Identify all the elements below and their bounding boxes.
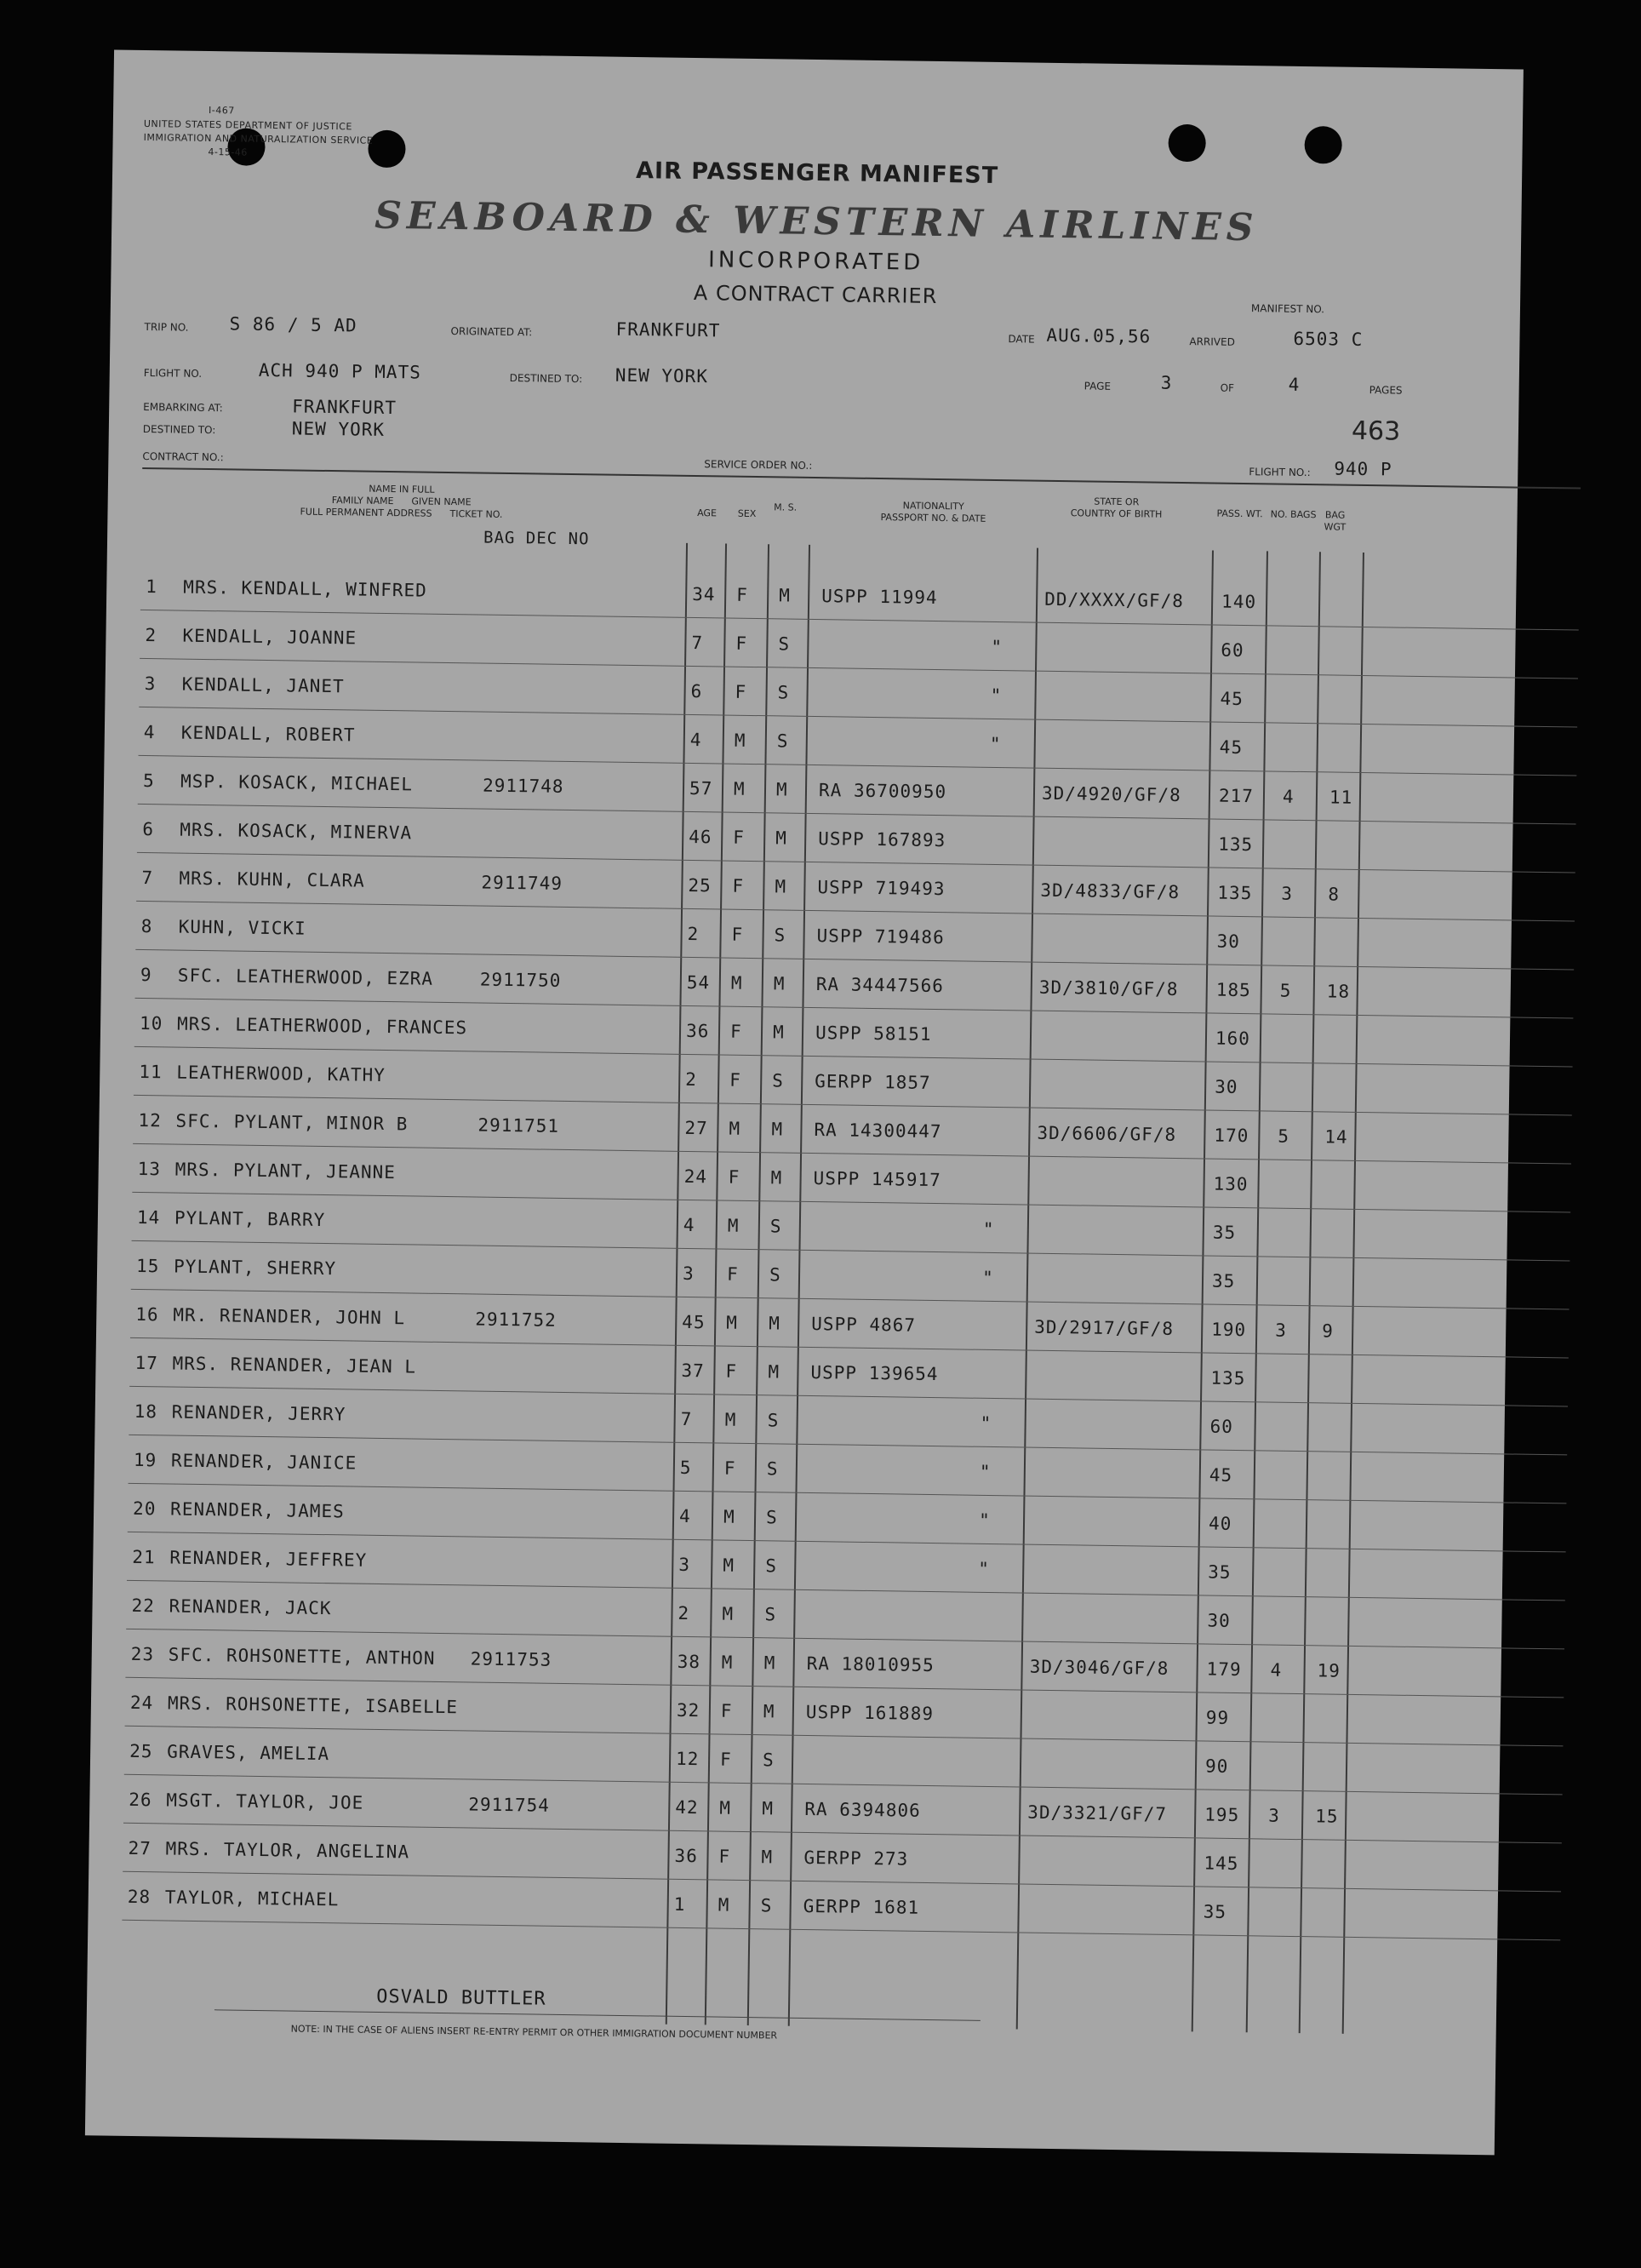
sex-cell: F	[728, 1166, 740, 1188]
passenger-name: MRS. KUHN, CLARA	[179, 868, 365, 891]
row-number: 8	[140, 915, 153, 937]
sex-cell: F	[719, 1749, 732, 1770]
age-cell: 36	[685, 1020, 710, 1042]
sex-cell: F	[732, 875, 745, 896]
passport-cell: USPP 11994	[821, 586, 938, 609]
flight-no2-label: FLIGHT NO.:	[1249, 466, 1311, 479]
birth-cell: 3D/3321/GF/7	[1027, 1801, 1168, 1824]
row-number: 22	[131, 1595, 156, 1617]
destined-to-value: NEW YORK	[615, 364, 709, 387]
pass-weight-cell: 35	[1211, 1270, 1236, 1292]
row-number: 2	[145, 625, 157, 646]
birth-cell: 3D/2917/GF/8	[1034, 1316, 1175, 1339]
sex-cell: M	[718, 1894, 730, 1916]
sex-cell: M	[719, 1797, 732, 1818]
pass-weight-cell: 135	[1210, 1367, 1246, 1389]
ticket-number: 2911754	[468, 1794, 551, 1816]
age-cell: 4	[689, 729, 702, 751]
marital-status-cell: M	[772, 1022, 785, 1043]
passenger-name: RENANDER, JANICE	[170, 1450, 357, 1474]
service-order-label: SERVICE ORDER NO.:	[704, 458, 813, 472]
passport-cell: USPP 139654	[810, 1362, 939, 1385]
pass-weight-cell: 99	[1205, 1707, 1230, 1728]
pass-weight-cell: 160	[1215, 1028, 1251, 1050]
marital-status-cell: M	[779, 585, 792, 606]
bag-weight-cell: 14	[1324, 1126, 1348, 1148]
embarking-at-label: EMBARKING AT:	[143, 400, 223, 415]
passenger-name: MSP. KOSACK, MICHAEL	[180, 770, 414, 795]
bags-cell: 3	[1281, 883, 1294, 904]
marital-status-cell: M	[773, 973, 786, 994]
row-number: 25	[129, 1740, 153, 1762]
marital-status-cell: S	[772, 1070, 785, 1091]
sex-cell: F	[726, 1263, 739, 1285]
marital-status-cell: S	[760, 1895, 773, 1916]
pass-weight-cell: 45	[1209, 1464, 1233, 1486]
marital-status-cell: S	[774, 925, 786, 946]
pass-weight-cell: 90	[1204, 1755, 1229, 1777]
passport-cell: "	[982, 1218, 995, 1240]
marital-status-cell: S	[765, 1555, 778, 1577]
marital-status-cell: M	[769, 1313, 781, 1334]
pass-weight-cell: 170	[1214, 1125, 1249, 1147]
form-number: I-467	[209, 104, 235, 117]
row-number: 10	[139, 1012, 163, 1034]
marital-status-cell: M	[763, 1701, 775, 1722]
passport-cell: "	[978, 1558, 991, 1579]
pass-weight-cell: 35	[1212, 1222, 1237, 1243]
sex-cell: F	[729, 1021, 742, 1042]
ticket-number: 2911749	[481, 872, 563, 894]
col-age-header: AGE	[697, 507, 718, 519]
trip-no-label: TRIP NO.	[144, 320, 189, 334]
age-cell: 42	[675, 1796, 699, 1818]
col-ms-header: M. S.	[774, 501, 798, 513]
sex-cell: M	[726, 1312, 739, 1333]
arrived-value: 6503 C	[1293, 328, 1364, 350]
row-number: 6	[142, 818, 155, 840]
col-bags-header: NO. BAGS	[1270, 508, 1317, 521]
bags-cell: 3	[1268, 1805, 1281, 1826]
bags-cell: 5	[1278, 1125, 1290, 1147]
passenger-name: RENANDER, JEFFREY	[169, 1547, 368, 1571]
document-title: AIR PASSENGER MANIFEST	[635, 158, 999, 189]
marital-status-cell: S	[776, 730, 789, 752]
passenger-name: RENANDER, JACK	[169, 1595, 332, 1619]
row-number: 23	[130, 1643, 155, 1665]
passport-cell: USPP 161889	[805, 1701, 935, 1725]
sex-cell: M	[723, 1555, 735, 1576]
age-cell: 4	[683, 1214, 695, 1236]
marital-status-cell: S	[777, 682, 790, 703]
originated-at-value: FRANKFURT	[615, 318, 721, 341]
marital-status-cell: S	[765, 1507, 778, 1528]
bag-weight-cell: 9	[1322, 1320, 1335, 1342]
department-label: UNITED STATES DEPARTMENT OF JUSTICE	[143, 117, 352, 133]
passenger-name: KUHN, VICKI	[178, 916, 306, 939]
row-number: 9	[140, 964, 152, 986]
incorporated-label: INCORPORATED	[707, 247, 924, 276]
trip-no-value: S 86 / 5 AD	[229, 313, 357, 336]
pages-label: PAGES	[1369, 384, 1403, 397]
signature: OSVALD BUTTLER	[376, 1985, 546, 2010]
col-birth-header: STATE OR COUNTRY OF BIRTH	[1070, 495, 1163, 520]
originated-at-label: ORIGINATED AT:	[450, 324, 533, 339]
bag-weight-cell: 11	[1329, 787, 1353, 808]
passport-cell: GERPP 1857	[815, 1071, 931, 1093]
pass-weight-cell: 60	[1209, 1416, 1234, 1437]
sex-cell: F	[731, 924, 744, 945]
age-cell: 3	[678, 1554, 691, 1576]
pass-weight-cell: 190	[1211, 1319, 1247, 1341]
marital-status-cell: S	[766, 1458, 779, 1480]
passport-cell: RA 18010955	[806, 1652, 935, 1676]
sex-cell: F	[733, 827, 746, 848]
passenger-name: RENANDER, JAMES	[169, 1498, 345, 1522]
pass-weight-cell: 45	[1219, 736, 1244, 759]
manifest-no-label: MANIFEST NO.	[1250, 302, 1325, 316]
marital-status-cell: S	[764, 1604, 777, 1625]
ticket-number: 2911752	[475, 1309, 557, 1331]
marital-status-cell: M	[762, 1798, 775, 1819]
birth-cell: 3D/6606/GF/8	[1037, 1122, 1177, 1145]
marital-status-cell: S	[769, 1216, 782, 1237]
passenger-name: SFC. LEATHERWOOD, EZRA	[177, 965, 434, 989]
age-cell: 38	[677, 1651, 701, 1673]
age-cell: 36	[674, 1845, 698, 1867]
passport-cell: RA 14300447	[814, 1120, 942, 1143]
birth-cell: 3D/4920/GF/8	[1041, 782, 1181, 806]
of-label: OF	[1220, 381, 1235, 394]
passport-cell: "	[990, 684, 1003, 707]
row-number: 17	[134, 1352, 159, 1374]
marital-status-cell: M	[770, 1167, 783, 1188]
marital-status-cell: S	[762, 1750, 775, 1771]
passport-cell: GERPP 273	[803, 1847, 909, 1870]
age-cell: 1	[673, 1893, 686, 1916]
passport-cell: "	[980, 1412, 992, 1434]
passenger-name: GRAVES, AMELIA	[167, 1741, 330, 1765]
row-number: 13	[137, 1158, 162, 1180]
flight-no2-value: 940 P	[1334, 458, 1392, 480]
passenger-name: PYLANT, BARRY	[174, 1207, 326, 1231]
marital-status-cell: M	[761, 1847, 774, 1868]
pass-weight-cell: 179	[1206, 1658, 1242, 1681]
col-wt-header: PASS. WT.	[1216, 507, 1263, 520]
passport-cell: RA 34447566	[815, 974, 945, 997]
service-label: IMMIGRATION AND NATURALIZATION SERVICE	[143, 131, 374, 146]
sex-cell: M	[724, 1409, 737, 1430]
sex-cell: F	[720, 1700, 733, 1721]
row-number: 7	[141, 867, 154, 889]
row-number: 20	[132, 1498, 157, 1520]
passport-cell: USPP 145917	[813, 1168, 941, 1191]
marital-status-cell: M	[763, 1652, 776, 1674]
sex-cell: F	[735, 633, 748, 654]
passenger-table	[121, 536, 1580, 2036]
punch-hole	[1168, 124, 1206, 163]
ticket-number: 2911748	[482, 775, 564, 797]
sex-cell: M	[721, 1652, 734, 1673]
row-number: 11	[139, 1061, 163, 1083]
passport-cell: "	[991, 636, 1003, 658]
passenger-name: MRS. KENDALL, WINFRED	[183, 576, 427, 601]
marital-status-cell: M	[775, 779, 788, 800]
passport-cell: USPP 58151	[815, 1022, 932, 1045]
age-cell: 6	[690, 680, 703, 702]
age-cell: 2	[685, 1068, 698, 1091]
pass-weight-cell: 30	[1207, 1610, 1231, 1631]
destined-to-label: DESTINED TO:	[509, 371, 583, 386]
bags-cell: 4	[1270, 1659, 1283, 1681]
marital-status-cell: M	[775, 876, 787, 897]
manifest-sheet	[85, 49, 1524, 2155]
passenger-name: MRS. ROHSONETTE, ISABELLE	[167, 1692, 459, 1718]
birth-cell: 3D/3046/GF/8	[1029, 1656, 1169, 1679]
pass-weight-cell: 140	[1221, 591, 1257, 613]
row-number: 5	[142, 770, 155, 792]
sex-cell: F	[735, 681, 747, 702]
destined-to2-value: NEW YORK	[291, 418, 386, 440]
bag-weight-cell: 8	[1328, 884, 1341, 905]
bags-cell: 3	[1275, 1320, 1288, 1341]
passport-cell: USPP 4867	[811, 1314, 917, 1336]
sex-cell: M	[730, 972, 743, 994]
passenger-name: MRS. PYLANT, JEANNE	[174, 1159, 397, 1183]
passport-cell: "	[989, 733, 1002, 755]
passenger-name: MRS. LEATHERWOOD, FRANCES	[176, 1013, 468, 1039]
contract-no-label: CONTRACT NO.:	[142, 450, 224, 464]
bag-weight-cell: 18	[1326, 981, 1351, 1002]
age-cell: 32	[676, 1699, 700, 1721]
row-number: 18	[134, 1400, 158, 1423]
row-number: 19	[133, 1449, 157, 1471]
age-cell: 46	[689, 826, 712, 848]
sex-cell: M	[733, 778, 746, 799]
row-number: 28	[127, 1886, 152, 1908]
passenger-name: MRS. RENANDER, JEAN L	[172, 1353, 417, 1377]
marital-status-cell: M	[771, 1119, 784, 1140]
sex-cell: F	[729, 1069, 742, 1091]
marital-status-cell: S	[778, 633, 791, 655]
age-cell: 45	[682, 1311, 706, 1333]
sex-cell: M	[729, 1118, 741, 1139]
bag-weight-cell: 19	[1317, 1660, 1341, 1681]
sex-cell: M	[727, 1215, 740, 1236]
passenger-name: LEATHERWOOD, KATHY	[176, 1062, 386, 1086]
row-number: 16	[135, 1303, 159, 1326]
row-number: 24	[129, 1692, 154, 1714]
col-bagwt-header: BAG WGT	[1324, 509, 1347, 533]
row-number: 12	[138, 1109, 162, 1131]
of-value: 4	[1288, 374, 1301, 395]
punch-hole	[1304, 126, 1342, 164]
pass-weight-cell: 35	[1208, 1561, 1232, 1583]
passport-cell: USPP 167893	[818, 828, 946, 851]
pass-weight-cell: 195	[1204, 1804, 1240, 1826]
pass-weight-cell: 185	[1215, 979, 1251, 1001]
row-number: 15	[135, 1255, 160, 1277]
bags-cell: 5	[1279, 980, 1292, 1001]
birth-cell: 3D/3810/GF/8	[1038, 976, 1179, 1000]
birth-cell: 3D/4833/GF/8	[1040, 879, 1181, 903]
passenger-name: MRS. KOSACK, MINERVA	[180, 819, 413, 844]
pass-weight-cell: 35	[1203, 1901, 1227, 1922]
passenger-name: PYLANT, SHERRY	[173, 1256, 337, 1280]
pass-weight-cell: 135	[1218, 833, 1254, 856]
passenger-name: KENDALL, JOANNE	[182, 625, 357, 649]
age-cell: 27	[684, 1117, 708, 1139]
passport-cell: USPP 719493	[817, 877, 946, 900]
sex-cell: M	[722, 1603, 735, 1624]
manifest-stamp-number: 463	[1351, 415, 1401, 447]
pass-weight-cell: 45	[1220, 688, 1244, 710]
sex-cell: F	[725, 1360, 738, 1382]
bags-cell: 4	[1282, 786, 1295, 807]
date-value: AUG.05,56	[1046, 324, 1152, 347]
passport-cell: "	[979, 1461, 992, 1482]
page-value: 3	[1160, 372, 1173, 393]
sex-cell: M	[734, 730, 746, 751]
passenger-name: TAYLOR, MICHAEL	[164, 1887, 340, 1910]
form-date: 4-15-46	[208, 146, 248, 158]
carrier-type: A CONTRACT CARRIER	[693, 280, 938, 308]
age-cell: 24	[683, 1166, 708, 1188]
destined-to2-label: DESTINED TO:	[142, 422, 216, 437]
embarking-at-value: FRANKFURT	[292, 396, 397, 419]
passenger-name: MR. RENANDER, JOHN L	[173, 1304, 406, 1329]
age-cell: 3	[682, 1263, 695, 1285]
passenger-name: KENDALL, JANET	[181, 673, 345, 697]
age-cell: 54	[686, 971, 711, 994]
age-cell: 57	[689, 777, 713, 799]
age-cell: 25	[688, 874, 712, 896]
arrived-label: ARRIVED	[1189, 335, 1235, 348]
age-cell: 37	[681, 1360, 705, 1382]
col-name-header: NAME IN FULL FAMILY NAME GIVEN NAME FULL PERMANENT ADDRESS TICKET NO.	[300, 483, 503, 520]
passport-cell: USPP 719486	[816, 925, 945, 948]
sex-cell: F	[736, 584, 749, 605]
row-number: 14	[136, 1206, 161, 1228]
pass-weight-cell: 130	[1213, 1173, 1249, 1195]
passport-cell: "	[978, 1509, 991, 1531]
bag-dec-header: BAG DEC NO	[483, 528, 590, 549]
row-number: 21	[132, 1546, 156, 1568]
age-cell: 34	[692, 583, 716, 605]
passenger-name: MSGT. TAYLOR, JOE	[166, 1790, 364, 1813]
sex-cell: F	[718, 1846, 731, 1867]
age-cell: 7	[691, 632, 704, 654]
marital-status-cell: M	[768, 1361, 780, 1383]
pass-weight-cell: 217	[1218, 785, 1255, 807]
row-number: 26	[129, 1789, 152, 1811]
row-number: 4	[143, 722, 156, 743]
passport-cell: GERPP 1681	[803, 1895, 920, 1918]
footnote: NOTE: IN THE CASE OF ALIENS INSERT RE-ENTRY PERMIT OR OTHER IMMIGRATION DOCUMENT NUMBER	[290, 2023, 778, 2042]
marital-status-cell: S	[767, 1410, 780, 1431]
passenger-name: KENDALL, ROBERT	[180, 722, 356, 746]
age-cell: 12	[675, 1748, 700, 1770]
marital-status-cell: M	[775, 828, 788, 849]
sex-cell: M	[723, 1506, 735, 1527]
age-cell: 7	[680, 1408, 693, 1430]
age-cell: 2	[687, 923, 700, 945]
ticket-number: 2911751	[477, 1114, 560, 1137]
pass-weight-cell: 145	[1204, 1853, 1239, 1875]
flight-no-value: ACH 940 P MATS	[258, 359, 422, 383]
passport-cell: "	[981, 1267, 994, 1289]
row-number: 27	[128, 1837, 152, 1859]
airline-name: SEABOARD & WESTERN AIRLINES	[374, 193, 1259, 250]
age-cell: 4	[678, 1505, 691, 1527]
row-number: 1	[146, 576, 158, 598]
sex-cell: F	[723, 1458, 736, 1479]
marital-status-cell: S	[769, 1264, 781, 1286]
passenger-name: SFC. PYLANT, MINOR B	[175, 1110, 409, 1135]
pass-weight-cell: 60	[1221, 639, 1244, 662]
col-sex-header: SEX	[737, 507, 757, 520]
passport-cell: RA 36700950	[818, 780, 947, 803]
ticket-number: 2911750	[479, 969, 562, 991]
age-cell: 2	[678, 1602, 690, 1624]
col-nationality-header: NATIONALITY PASSPORT NO. & DATE	[880, 500, 986, 524]
birth-cell: DD/XXXX/GF/8	[1044, 588, 1185, 612]
passenger-name: SFC. ROHSONETTE, ANTHON	[168, 1644, 436, 1669]
pass-weight-cell: 40	[1208, 1513, 1232, 1534]
bag-weight-cell: 15	[1315, 1806, 1339, 1827]
pass-weight-cell: 30	[1215, 1076, 1238, 1097]
ticket-number: 2911753	[470, 1648, 552, 1670]
row-number: 3	[144, 673, 157, 695]
flight-no-label: FLIGHT NO.	[143, 366, 203, 380]
date-label: DATE	[1008, 333, 1035, 346]
age-cell: 5	[679, 1457, 692, 1479]
passenger-name: MRS. TAYLOR, ANGELINA	[165, 1838, 410, 1863]
passenger-name: RENANDER, JERRY	[171, 1401, 346, 1425]
pass-weight-cell: 30	[1216, 931, 1241, 953]
passport-cell: RA 6394806	[804, 1798, 921, 1821]
pass-weight-cell: 135	[1217, 882, 1253, 904]
page-label: PAGE	[1084, 380, 1112, 392]
